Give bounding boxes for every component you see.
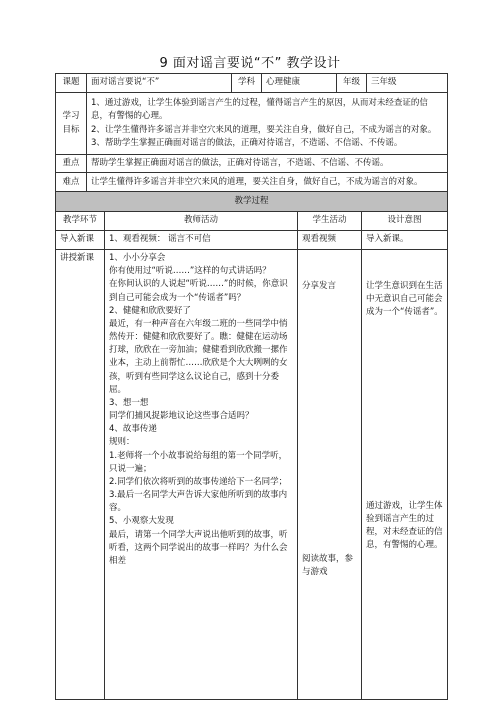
page-title: 9 面对谣言要说“不” 教学设计 (159, 56, 341, 71)
teacher-line: 3.最后一名同学大声告诉大家他所听到的故事内容。 (109, 490, 288, 514)
key-label: 重点 (56, 155, 87, 173)
teacher-line: 最近，有一种声音在六年级二班的一些同学中悄然传开：健健和欣欣要好了。瞧：健健在运动场打球，欣欣在一旁加油；健健看到欣欣搬一摞作业本，主动上前帮忙……欣欣是个大大咧咧的女孩，听到有些同学这么议论自己，感到十分委屈。 (109, 318, 288, 395)
goal-item: 1、通过游戏，让学生体验到谣言产生的过程，懂得谣言产生的原因，从而对未经查证的信息，有警惕的心理。 (91, 98, 428, 122)
col-stage: 教学环节 (56, 212, 105, 231)
key-row (56, 155, 448, 173)
teacher-line: 2、健健和欣欣要好了 (109, 305, 191, 316)
intro-teacher: 1、观看视频： 谣言不可信 (105, 231, 298, 250)
process-table (55, 191, 448, 700)
process-columns-row (56, 212, 448, 231)
topic-row (56, 74, 448, 93)
difficulty-value: 让学生懂得许多谣言并非空穴来风的道理，要关注自身，做好自己，不成为谣言的对象。 (87, 173, 448, 192)
goal-item: 3、帮助学生掌握正确面对谣言的做法，正确对待谣言，不造谣、不信谣、不传谣。 (91, 137, 403, 148)
topic-value: 面对谣言要说“不” (87, 74, 232, 93)
goals-label: 学习 目标 (56, 93, 87, 155)
goal-item: 2、让学生懂得许多谣言并非空穴来风的道理，要关注自身，做好自己，不成为谣言的对象。 (91, 124, 437, 135)
process-header-row (56, 192, 448, 212)
intent-1: 让学生意识到在生活中无意识自己可能会成为一个“传谣者”。 (366, 281, 443, 318)
teacher-line: 5、小观察大发现 (109, 516, 174, 527)
teacher-line: 4、故事传递 (109, 424, 157, 435)
difficulty-row (56, 173, 448, 192)
lesson-stage: 讲授新课 (56, 250, 105, 700)
intro-student: 观看视频 (298, 231, 362, 250)
goals-row (56, 93, 448, 155)
intent-2: 通过游戏，让学生体验到谣言产生的过程，对未经查证的信息，有警惕的心理。 (366, 500, 443, 551)
intro-intent: 导入新课。 (362, 231, 448, 250)
intro-stage: 导入新课 (56, 231, 105, 250)
teacher-line: 规则： (109, 437, 135, 448)
student-activity-1: 分享发言 (302, 281, 337, 291)
teacher-line: 1、小小分享会 (109, 253, 166, 263)
goals-content (87, 93, 448, 155)
grade-label: 年级 (337, 74, 367, 93)
teacher-line: 1.老师将一个小故事说给每组的第一个同学听，只说一遍； (109, 450, 288, 474)
teacher-line: 3、想一想 (109, 397, 149, 408)
teacher-line: 在你间认识的人说起“听说……”的时候，你意识到自己可能会成为一个“传谣者”吗？ (109, 279, 288, 303)
intro-row (56, 231, 448, 250)
lesson-teacher (105, 250, 298, 700)
subject-value: 心理健康 (262, 74, 337, 93)
teacher-line: 2.同学们依次将听到的故事传递给下一名同学； (109, 476, 288, 487)
key-value: 帮助学生掌握正确面对谣言的做法，正确对待谣言，不造谣、不信谣、不传谣。 (87, 155, 448, 173)
student-activity-2: 阅读故事，参与游戏 (302, 554, 354, 578)
col-teacher: 教师活动 (105, 212, 298, 231)
subject-label: 学科 (232, 74, 262, 93)
difficulty-label: 难点 (56, 173, 87, 192)
col-intent: 设计意图 (362, 212, 448, 231)
teacher-line: 最后，请第一个同学大声说出他听到的故事，听听看，这两个同学说出的故事一样吗？为什么会相差 (109, 529, 288, 566)
process-header: 教学过程 (56, 192, 448, 212)
lesson-plan-table (55, 73, 448, 192)
grade-value: 三年级 (367, 74, 448, 93)
lesson-row (56, 250, 448, 700)
teacher-line: 你有使用过“听说……”这样的句式讲话吗？ (109, 266, 271, 277)
lesson-student (298, 250, 362, 700)
col-student: 学生活动 (298, 212, 362, 231)
topic-label: 课题 (56, 74, 87, 93)
teacher-line: 同学们捕风捉影地议论这些事合适吗？ (109, 411, 254, 422)
lesson-intent (362, 250, 448, 700)
